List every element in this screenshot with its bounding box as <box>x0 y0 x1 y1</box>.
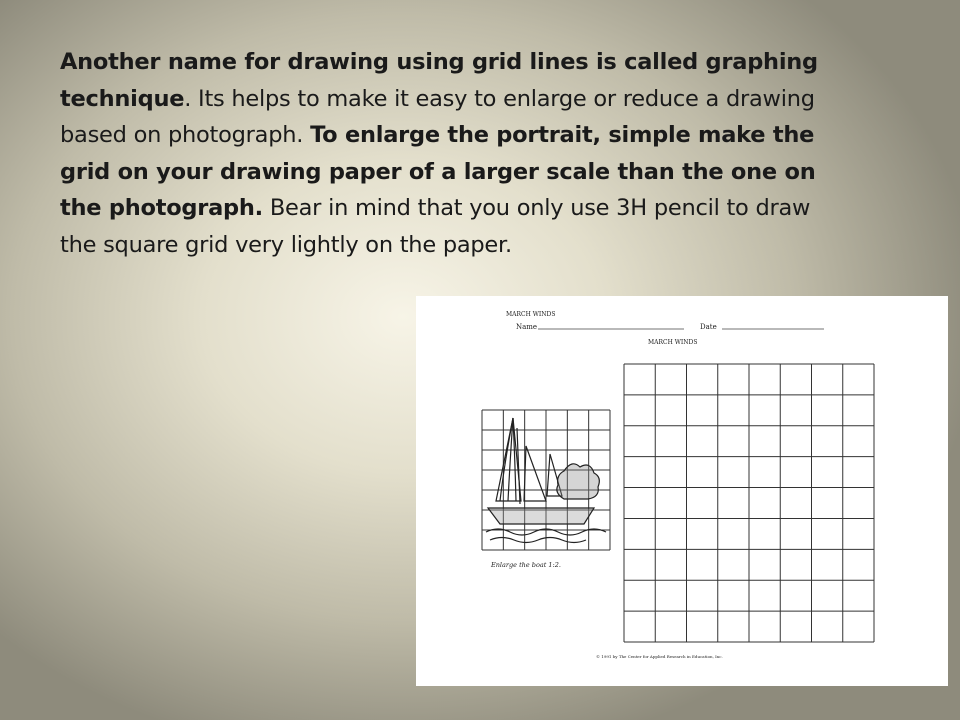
bold-instruction-text: To enlarge the portrait, simple make the grid on your drawing paper of a larger scale than the one on the photograph. <box>60 122 816 221</box>
worksheet-caption: Enlarge the boat 1:2. <box>491 561 561 569</box>
slide-body-text <box>60 44 820 263</box>
grid-worksheet-image <box>416 296 948 686</box>
body-text-1: . Its helps to make it easy to enlarge or reduce a drawing based on photograph. <box>60 85 815 148</box>
bold-intro-text: Another name for drawing using grid lines is called graphing technique <box>60 49 818 112</box>
worksheet-date-label: Date <box>700 323 717 331</box>
large-grid <box>624 364 874 642</box>
body-text-2: Bear in mind that you only use 3H pencil to draw the square grid very lightly on the paper. <box>60 195 811 258</box>
worksheet-small-title: MARCH WINDS <box>506 311 556 318</box>
worksheet-heading: MARCH WINDS <box>648 339 698 346</box>
worksheet-name-label: Name <box>516 323 538 331</box>
worksheet-footer: © 1991 by The Center for Applied Research in Education, Inc. <box>596 654 723 659</box>
